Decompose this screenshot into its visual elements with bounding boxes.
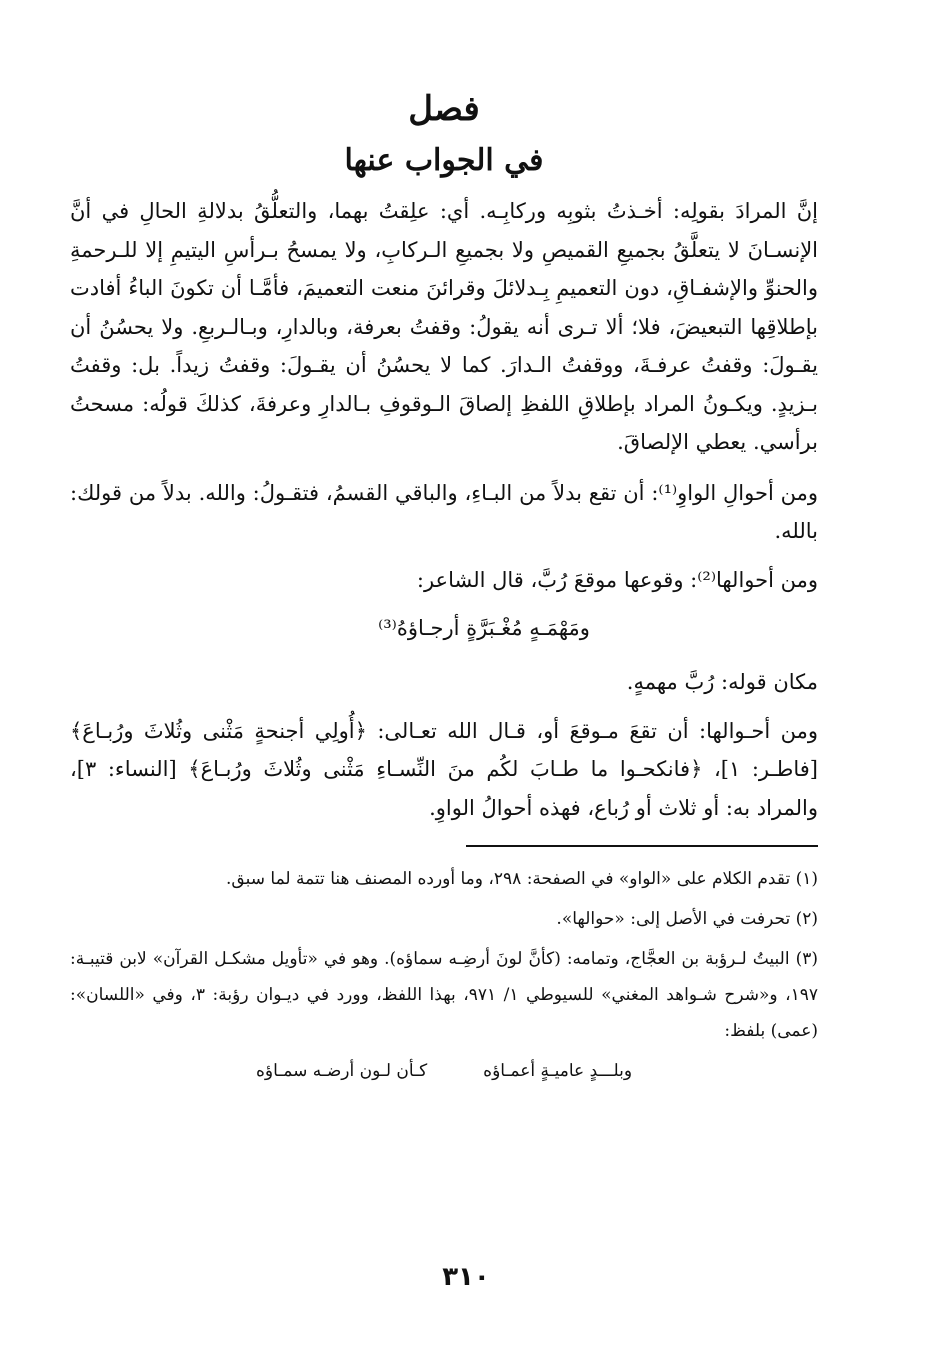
footnote-divider — [466, 845, 818, 847]
footnote-3: (٣) البيتُ لـرؤبة بن العجَّاج، وتمامه: (كأنَّ لونَ أرضِـه سماؤه). وهو في «تأويل مشكـل القرآن» لابن قتيبـة: ١٩٧، و«شرح شـواهد المغني» للسيوطي ١/ ٩٧١، بهذا اللفظ، وورد في ديـوان رؤبة: ٣، وفي «اللسان»: (عمى) بلفظ: — [70, 949, 818, 1041]
footnote-verse-first-hemistich: وبلـــدٍ عاميـةٍ أعمـاؤه — [483, 1061, 633, 1081]
footnote-2: (٢) تحرفت في الأصل إلى: «حوالها». — [556, 909, 818, 929]
poetry-verse: ومَهْمَـهٍ مُغْـبَرَّةٍ أرجـاؤهُ⁽³⁾ — [378, 616, 590, 640]
body-paragraph-3: ومن أحوالها⁽²⁾: وقوعها موقعَ رُبَّ، قال الشاعر: — [416, 567, 818, 592]
footnote-verse — [70, 1053, 818, 1089]
body-paragraph-4: مكان قوله: رُبَّ مهمهٍ. — [626, 670, 818, 694]
chapter-title: فصل — [408, 89, 480, 129]
body-paragraph-5: ومن أحـوالها: أن تقعَ مـوقعَ أو، قـال الله تعـالى: ﴿أُولِي أجنحةٍ مَثْنى وثُلاثَ ورُبـاعَ﴾ [فاطـر: ١]، ﴿فانكحـوا ما طـابَ لكُم منَ النِّسـاءِ مَثْنى وثُلاثَ ورُبـاعَ﴾ [النساء: ٣]، والمراد به: أو ثلاث أو رُباع، فهذه أحوالُ الواوِ. — [70, 718, 818, 820]
page-number: ٣١٠ — [442, 1262, 490, 1292]
body-paragraph-2: ومن أحوالِ الواوِ⁽¹⁾: أن تقع بدلاً من البـاءِ، والباقي القسمُ، فتقـولُ: والله. بدلاً من قولك: بالله. — [70, 480, 818, 543]
book-page — [70, 84, 818, 1089]
footnote-verse-second-hemistich: كـأن لـون أرضـه سمـاؤه — [255, 1061, 428, 1081]
chapter-subtitle: في الجواب عنها — [344, 143, 544, 178]
footnote-1: (١) تقدم الكلام على «الواو» في الصفحة: ٢٩٨، وما أورده المصنف هنا تتمة لما سبق. — [226, 869, 818, 889]
body-paragraph-1: إنَّ المرادَ بقولِه: أخـذتُ بثوبِه وركابِـه. أي: علِقتُ بهما، والتعلُّقُ بدلالةِ الحالِ في أنَّ الإنسـانَ لا يتعلَّقُ بجميعِ القميصِ ولا بجميعِ الـركابِ، ولا يمسحُ بـرأسِ اليتيمِ إلا للـرحمةِ والحنوِّ والإشفـاقِ، دون التعميمِ بِـدلائلَ وقرائنَ منعت التعميمَ، فأمَّـا أن تكونَ الباءُ أفادت بإطلاقِها التبعيضَ، فلا؛ ألا تـرى أنه يقولُ: وقفتُ بعرفة، وبالدارِ، وبـالـربعِ. ولا يحسُنُ أن يقـولَ: وقفتُ عرفـةَ، ووقفتُ الـدارَ. كما لا يحسُنُ أن يقـولَ: وقفتُ زيداً. بل: وقفتُ بـزيدٍ. ويكـونُ المراد بإطلاقِ اللفظِ إلصاقَ الـوقوفِ بـالدارِ وعرفةَ، كذلكَ قولُه: مسحتُ برأسي. يعطي الإلصاقَ. — [70, 199, 818, 454]
